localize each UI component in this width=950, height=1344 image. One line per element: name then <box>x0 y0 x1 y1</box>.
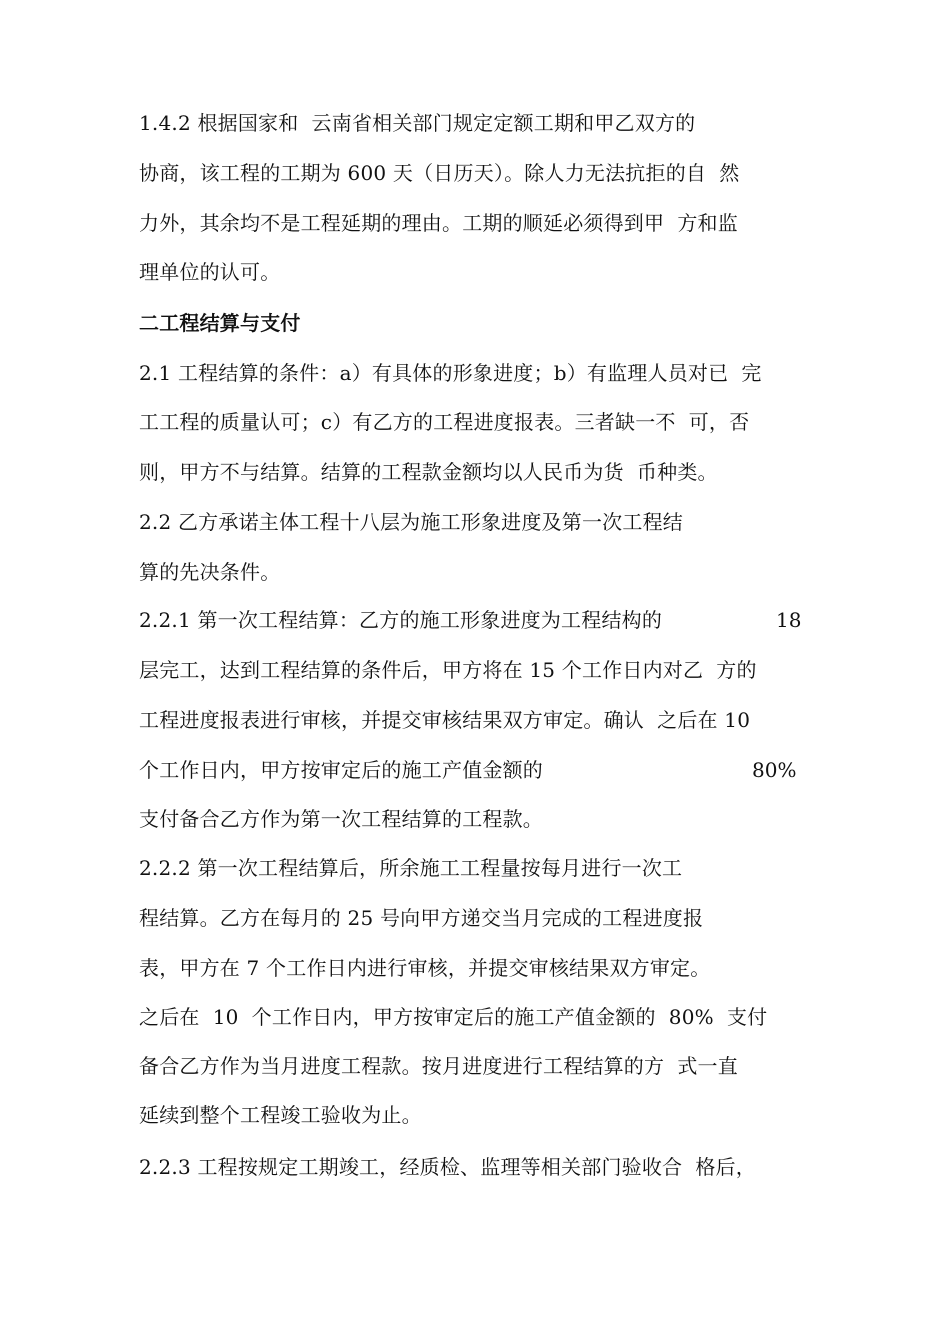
text-line-1: 1.4.2 根据国家和 云南省相关部门规定定额工期和甲乙双方的 <box>139 111 696 135</box>
text-line-20: 备合乙方作为当月进度工程款。按月进度进行工程结算的方 式一直 <box>139 1054 738 1078</box>
floor-count-value: 18 <box>776 608 802 632</box>
text-line-8: 则，甲方不与结算。结算的工程款金额均以人民币为货 币种类。 <box>139 460 718 484</box>
text-line-6: 2.1 工程结算的条件：a）有具体的形象进度；b）有监理人员对已 完 <box>139 361 762 385</box>
text-line-3: 力外，其余均不是工程延期的理由。工期的顺延必须得到甲 方和监 <box>139 211 738 235</box>
text-line-15: 支付备合乙方作为第一次工程结算的工程款。 <box>139 807 543 831</box>
text-line-22: 2.2.3 工程按规定工期竣工，经质检、监理等相关部门验收合 格后， <box>139 1155 756 1179</box>
text-line-14: 个工作日内，甲方按审定后的施工产值金额的 <box>139 758 543 782</box>
percentage-value: 80% <box>752 758 797 782</box>
text-line-13: 工程进度报表进行审核，并提交审核结果双方审定。确认 之后在 10 <box>139 708 751 732</box>
text-line-11: 2.2.1 第一次工程结算：乙方的施工形象进度为工程结构的 <box>139 608 663 632</box>
text-line-10: 算的先决条件。 <box>139 560 281 584</box>
text-line-12: 层完工，达到工程结算的条件后，甲方将在 15 个工作日内对乙 方的 <box>139 658 757 682</box>
section-heading: 二工程结算与支付 <box>139 311 301 335</box>
text-line-21: 延续到整个工程竣工验收为止。 <box>139 1103 422 1127</box>
text-line-2: 协商，该工程的工期为 600 天（日历天）。除人力无法抗拒的自 然 <box>139 161 740 185</box>
text-line-7: 工工程的质量认可；c）有乙方的工程进度报表。三者缺一不 可，否 <box>139 410 750 434</box>
text-line-18: 表，甲方在 7 个工作日内进行审核，并提交审核结果双方审定。 <box>139 956 711 980</box>
text-line-9: 2.2 乙方承诺主体工程十八层为施工形象进度及第一次工程结 <box>139 510 683 534</box>
text-line-16: 2.2.2 第一次工程结算后，所余施工工程量按每月进行一次工 <box>139 856 683 880</box>
text-line-19: 之后在 10 个工作日内，甲方按审定后的施工产值金额的 80% 支付 <box>139 1005 768 1029</box>
text-line-4: 理单位的认可。 <box>139 260 281 284</box>
text-line-17: 程结算。乙方在每月的 25 号向甲方递交当月完成的工程进度报 <box>139 906 704 930</box>
